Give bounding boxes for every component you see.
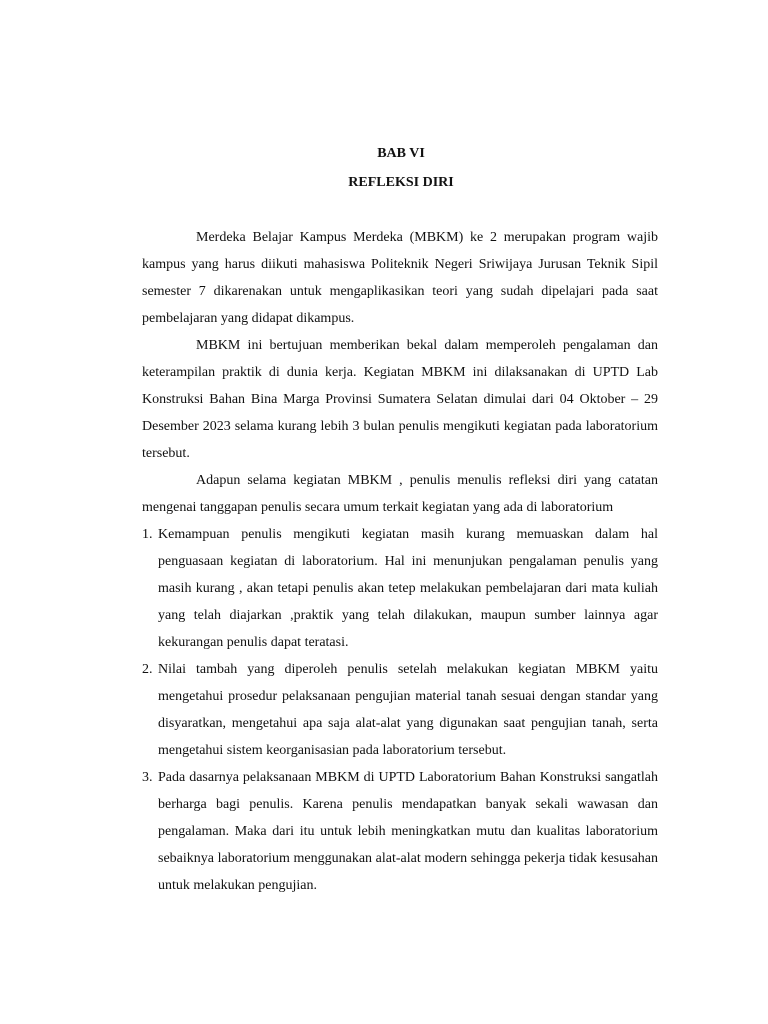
list-number: 1.	[142, 527, 153, 542]
document-body	[142, 224, 658, 899]
paragraph: Adapun selama kegiatan MBKM , penulis menulis refleksi diri yang catatan mengenai tanggapan penulis secara umum terkait kegiatan yang ada di laboratorium	[142, 473, 658, 515]
list-number: 3.	[142, 770, 153, 785]
paragraph: Merdeka Belajar Kampus Merdeka (MBKM) ke 2 merupakan program wajib kampus yang harus diikuti mahasiswa Politeknik Negeri Sriwijaya Jurusan Teknik Sipil semester 7 dikarenakan untuk mengaplikasikan teori yang sudah dipelajari pada saat pembelajaran yang didapat dikampus.	[142, 230, 658, 326]
reflection-list	[142, 521, 658, 899]
paragraph: MBKM ini bertujuan memberikan bekal dalam memperoleh pengalaman dan keterampilan praktik di dunia kerja. Kegiatan MBKM ini dilaksanakan di UPTD Lab Konstruksi Bahan Bina Marga Provinsi Sumatera Selatan dimulai dari 04 Oktober – 29 Desember 2023 selama kurang lebih 3 bulan penulis mengikuti kegiatan pada laboratorium tersebut.	[142, 338, 658, 461]
list-number: 2.	[142, 662, 153, 677]
list-item-text: Kemampuan penulis mengikuti kegiatan masih kurang memuaskan dalam hal penguasaan kegiatan di laboratorium. Hal ini menunjukan pengalaman penulis yang masih kurang , akan tetapi penulis akan tetep melakukan pembelajaran dari mata kuliah yang telah diajarkan ,praktik yang telah dilakukan, maupun sumber lainnya agar kekurangan penulis dapat teratasi.	[158, 527, 658, 650]
chapter-title: REFLEKSI DIRI	[348, 175, 454, 190]
list-item-text: Pada dasarnya pelaksanaan MBKM di UPTD Laboratorium Bahan Konstruksi sangatlah berharga bagi penulis. Karena penulis mendapatkan banyak sekali wawasan dan pengalaman. Maka dari itu untuk lebih meningkatkan mutu dan kualitas laboratorium sebaiknya laboratorium menggunakan alat-alat modern sehingga pekerja tidak kesusahan untuk melakukan pengujian.	[158, 770, 658, 893]
list-item-text: Nilai tambah yang diperoleh penulis setelah melakukan kegiatan MBKM yaitu mengetahui prosedur pelaksanaan pengujian material tanah sesuai dengan standar yang disyaratkan, mengetahui apa saja alat-alat yang digunakan saat pengujian tanah, serta mengetahui sistem keorganisasian pada laboratorium tersebut.	[158, 662, 658, 758]
list-item	[142, 764, 658, 899]
list-item	[142, 521, 658, 656]
chapter-heading: BAB VI	[377, 146, 425, 161]
list-item	[142, 656, 658, 764]
